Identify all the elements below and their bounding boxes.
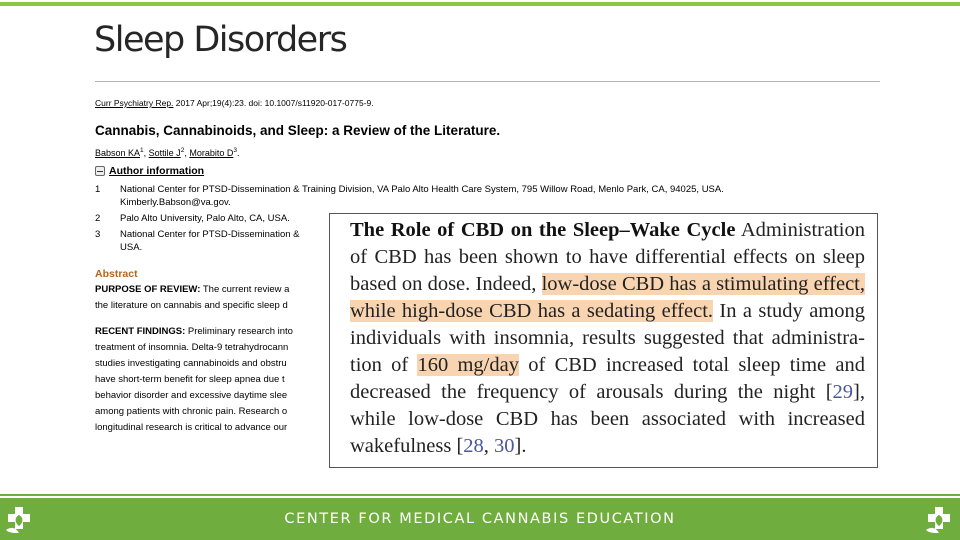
quote-highlight: low-dose CBD has a stimulating effect, while high-dose CBD has a sedating effect.	[350, 273, 865, 322]
journal-link[interactable]: Curr Psychiatry Rep.	[95, 98, 174, 108]
quote-heading: The Role of CBD on the Sleep–Wake Cycle	[350, 219, 736, 241]
quote-text: of CBD increased total sleep time and decreased the frequency of arousals during the night [	[350, 354, 865, 403]
quote-text: ,	[483, 435, 495, 457]
affiliation-text: USA.	[120, 242, 143, 253]
top-accent-bar	[0, 2, 960, 6]
citation-details: 2017 Apr;19(4):23. doi: 10.1007/s11920-017-0775-9.	[173, 98, 374, 108]
findings-line: have short-term benefit for sleep apnea due t	[95, 374, 285, 385]
author-link[interactable]: Babson KA	[95, 148, 141, 158]
abstract-heading: Abstract	[95, 268, 138, 280]
affiliation-text: National Center for PTSD-Dissemination &	[120, 229, 300, 240]
findings-line: studies investigating cannabinoids and obstru	[95, 358, 287, 369]
affiliation-item	[95, 183, 815, 209]
affiliation-text: Palo Alto University, Palo Alto, CA, USA.	[120, 213, 290, 224]
affiliation-number: 1	[95, 184, 101, 195]
author-sup: 1	[140, 147, 144, 154]
quote-text: ].	[514, 435, 527, 457]
citation-line	[95, 98, 815, 108]
quote-text: Administration of CBD has been shown to have differential effects on sleep based on dose. Indeed,	[350, 219, 865, 295]
purpose-text-line2: the literature on cannabis and specific sleep d	[95, 300, 288, 311]
quote-highlight: 160 mg/day	[417, 354, 519, 376]
purpose-label: PURPOSE OF REVIEW:	[95, 284, 201, 295]
footer-bar	[0, 498, 960, 540]
author-sep: ,	[143, 148, 149, 158]
footer-text: CENTER FOR MEDICAL CANNABIS EDUCATION	[284, 511, 676, 527]
author-list	[95, 147, 815, 158]
cross-leaf-logo-icon	[924, 506, 954, 534]
author-link[interactable]: Morabito D	[189, 148, 234, 158]
findings-line: longitudinal research is critical to advance our	[95, 422, 288, 433]
article-title: Cannabis, Cannabinoids, and Sleep: a Review of the Literature.	[95, 123, 501, 138]
quote-excerpt-box	[329, 213, 878, 468]
quote-text: ], while low-dose CBD has been associated with increased wakefulness [	[350, 381, 865, 457]
collapse-icon[interactable]	[95, 166, 105, 176]
affiliation-number	[95, 241, 120, 254]
quote-text: In a study among individuals with insomnia, results suggested that administra-tion of	[350, 300, 865, 376]
affiliation-number: 2	[95, 213, 101, 224]
findings-label: RECENT FINDINGS:	[95, 326, 186, 337]
author-sep: ,	[184, 148, 190, 158]
author-sup: 2	[180, 147, 185, 154]
author-sup: 3	[233, 147, 237, 154]
author-info-toggle[interactable]	[95, 165, 815, 177]
footer-divider	[0, 494, 960, 496]
reference-link[interactable]: 30	[494, 435, 515, 457]
reference-link[interactable]: 28	[463, 435, 484, 457]
findings-line: Preliminary research into	[185, 326, 293, 337]
affiliation-number: 3	[95, 229, 101, 240]
author-sep: .	[236, 148, 240, 158]
findings-line: treatment of insomnia. Delta-9 tetrahydrocann	[95, 342, 289, 353]
findings-line: behavior disorder and excessive daytime slee	[95, 390, 288, 401]
findings-line: among patients with chronic pain. Research o	[95, 406, 288, 417]
reference-link[interactable]: 29	[832, 381, 854, 403]
slide-title: Sleep Disorders	[94, 20, 347, 60]
author-link[interactable]: Sottile J	[148, 148, 181, 158]
purpose-text: The current review a	[200, 284, 290, 295]
author-info-label[interactable]: Author information	[109, 165, 205, 177]
affiliation-text: National Center for PTSD-Dissemination & Training Division, VA Palo Alto Health Care System, 795 Willow Road, Menlo Park, CA, 94025, USA. Kimberly.Babson@va.gov.	[120, 184, 724, 208]
title-divider	[95, 81, 880, 82]
